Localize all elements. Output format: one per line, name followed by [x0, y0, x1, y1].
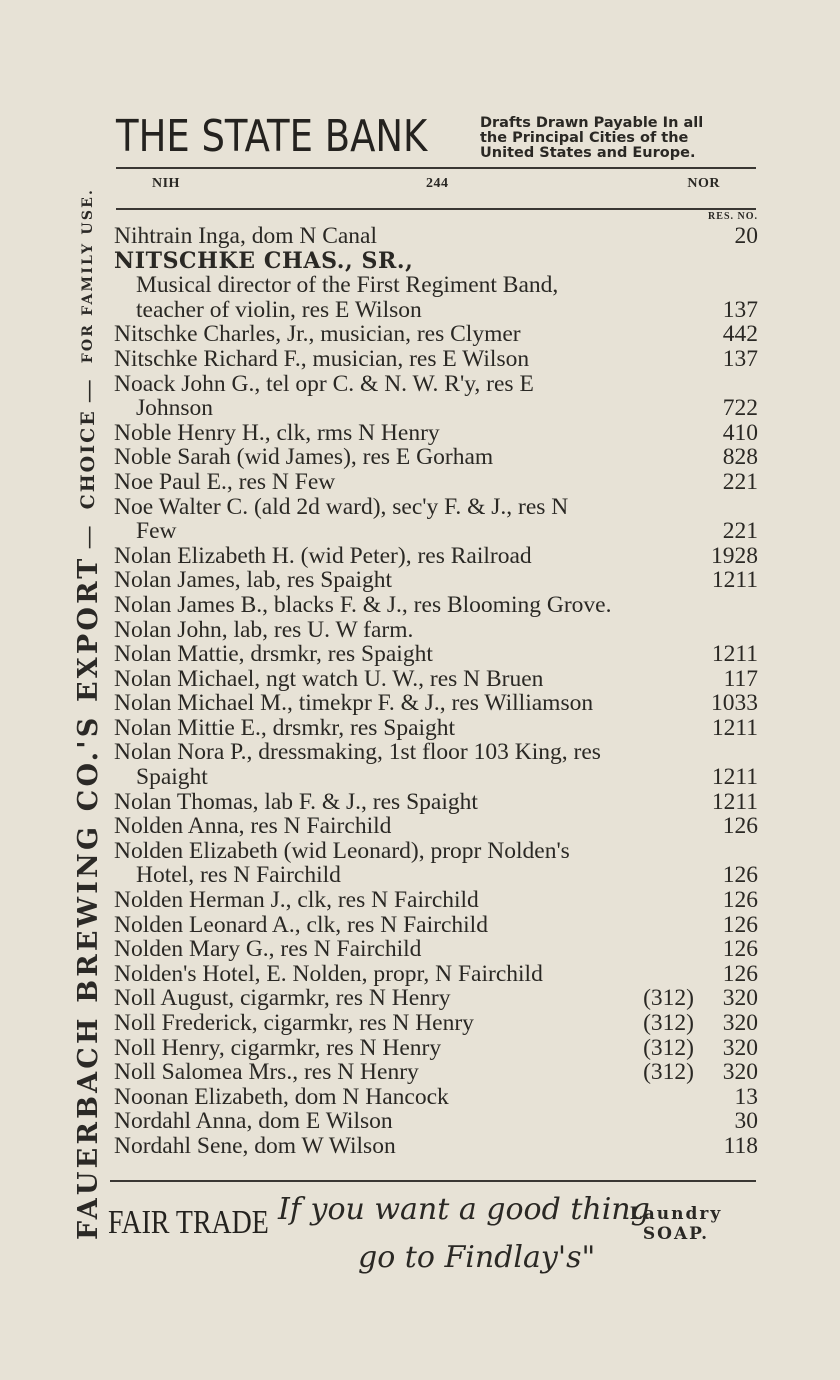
entry-res-number: 118	[723, 1132, 758, 1159]
entry-res-number: 320	[722, 1010, 758, 1036]
entry-name-line	[114, 1085, 758, 1110]
entry-name-line	[114, 544, 758, 569]
entry-res-number: 126	[722, 936, 758, 963]
script-slogan-line-1: If you want a good thing	[278, 1192, 650, 1227]
entry-res-number: 126	[722, 911, 758, 938]
directory-entry	[114, 937, 758, 962]
entry-text: NITSCHKE CHAS., SR.,	[114, 247, 414, 274]
entry-text: Nordahl Anna, dom E Wilson	[114, 1108, 393, 1135]
entry-text: Few	[136, 518, 177, 545]
entry-text: Nolan James, lab, res Spaight	[114, 567, 393, 594]
directory-entry	[114, 372, 758, 421]
entry-name-line	[114, 372, 758, 397]
entry-continuation-line	[114, 863, 758, 888]
directory-entries	[114, 224, 758, 1159]
entry-res-number: 30	[734, 1108, 758, 1135]
soap-line: SOAP.	[642, 1224, 710, 1244]
entry-name-line	[114, 888, 758, 913]
entry-phone-number: (312)	[643, 985, 694, 1012]
entry-text: Nihtrain Inga, dom N Canal	[114, 223, 378, 249]
fair-trade-text: FAIR TRADE	[108, 1204, 269, 1241]
entry-text: Nolden Leonard A., clk, res N Fairchild	[114, 911, 488, 938]
entry-res-number: 126	[722, 887, 758, 914]
directory-entry	[114, 568, 758, 593]
entry-text: Nolden Herman J., clk, res N Fairchild	[114, 887, 479, 914]
directory-entry	[114, 716, 758, 741]
entry-res-number: 320	[722, 1034, 758, 1061]
bank-subtitle	[480, 116, 760, 161]
bank-subtitle-line: Drafts Drawn Payable In all	[480, 115, 704, 131]
directory-entry	[114, 913, 758, 938]
entry-res-number: 722	[722, 395, 758, 422]
entry-res-number: 221	[722, 468, 758, 495]
entry-res-number: 117	[723, 665, 758, 692]
entry-text: Noe Walter C. (ald 2d ward), sec'y F. & J., res N	[114, 493, 569, 520]
entry-name-line	[114, 642, 758, 667]
entry-res-number: 1211	[711, 567, 758, 594]
directory-entry	[114, 1109, 758, 1134]
entry-name-line	[114, 716, 758, 741]
entry-phone-number: (312)	[643, 1059, 694, 1086]
entry-name-line	[114, 790, 758, 815]
entry-res-number: 1211	[711, 764, 758, 791]
entry-res-number: 442	[722, 321, 758, 348]
directory-entry	[114, 495, 758, 544]
directory-entry	[114, 224, 758, 249]
entry-text: Nitschke Richard F., musician, res E Wilson	[114, 345, 530, 372]
entry-res-number: 1211	[711, 714, 758, 741]
entry-text: Spaight	[136, 764, 208, 791]
directory-entry	[114, 421, 758, 446]
entry-name-line	[114, 568, 758, 593]
entry-name-line	[114, 962, 758, 987]
entry-res-number: 20	[734, 223, 758, 249]
entry-name-line	[114, 839, 758, 864]
entry-text: teacher of violin, res E Wilson	[136, 296, 422, 323]
entry-res-number: 1033	[711, 690, 758, 717]
entry-name-line	[114, 667, 758, 692]
entry-continuation-line	[114, 273, 758, 298]
entry-text: Noble Henry H., clk, rms N Henry	[114, 419, 440, 446]
entry-res-number: 221	[722, 518, 758, 545]
running-head	[116, 176, 756, 198]
directory-entry	[114, 1134, 758, 1159]
header-rule	[116, 167, 756, 169]
directory-entry	[114, 1085, 758, 1110]
directory-entry	[114, 1011, 758, 1036]
entry-res-number: 320	[722, 985, 758, 1012]
entry-phone-number: (312)	[643, 1010, 694, 1036]
entry-text: Musical director of the First Regiment Band,	[136, 272, 559, 299]
directory-entry	[114, 445, 758, 470]
entry-res-number: 126	[722, 813, 758, 840]
entry-text: Nolden's Hotel, E. Nolden, propr, N Fairchild	[114, 960, 543, 987]
entry-text: Nolan John, lab, res U. W farm.	[114, 616, 414, 643]
directory-entry	[114, 322, 758, 347]
entry-text: Noll Henry, cigarmkr, res N Henry	[114, 1034, 442, 1061]
directory-entry	[114, 1036, 758, 1061]
bank-advertisement	[116, 112, 756, 168]
entry-name-line	[114, 814, 758, 839]
entry-res-number: 1211	[711, 788, 758, 815]
directory-entry	[114, 1060, 758, 1085]
entry-name-line	[114, 1109, 758, 1134]
entry-text: Nolan Michael, ngt watch U. W., res N Bruen	[114, 665, 544, 692]
entry-res-number: 1211	[711, 641, 758, 668]
side-ad-dash-2: —	[74, 379, 102, 404]
entry-text: Nolan Mittie E., drsmkr, res Spaight	[114, 714, 456, 741]
directory-entry	[114, 249, 758, 323]
entry-name-line	[114, 618, 758, 643]
entry-name-line	[114, 249, 758, 274]
directory-entry	[114, 544, 758, 569]
entry-continuation-line	[114, 519, 758, 544]
page-number: 244	[426, 176, 449, 191]
entry-name-line	[114, 322, 758, 347]
directory-entry	[114, 691, 758, 716]
directory-entry	[114, 642, 758, 667]
entry-res-number: 13	[734, 1083, 758, 1110]
bank-subtitle-line: United States and Europe.	[480, 145, 696, 161]
entry-name-line	[114, 740, 758, 765]
entry-text: Johnson	[136, 395, 214, 422]
side-ad-choice: CHOICE	[77, 409, 99, 510]
entry-name-line	[114, 937, 758, 962]
directory-entry	[114, 962, 758, 987]
entry-text: Hotel, res N Fairchild	[136, 862, 341, 889]
directory-entry	[114, 593, 758, 618]
entry-res-number: 126	[722, 862, 758, 889]
laundry-soap-text	[596, 1204, 756, 1244]
entry-name-line	[114, 421, 758, 446]
entry-name-line	[114, 445, 758, 470]
entry-text: Nolan Nora P., dressmaking, 1st floor 103 King, res	[114, 739, 601, 766]
entry-name-line	[114, 347, 758, 372]
entry-res-number: 320	[722, 1059, 758, 1086]
entry-text: Nolan Mattie, drsmkr, res Spaight	[114, 641, 433, 668]
bank-title: THE STATE BANK	[116, 111, 428, 162]
entry-name-line	[114, 913, 758, 938]
entry-text: Noll Salomea Mrs., res N Henry	[114, 1059, 419, 1086]
entry-res-number: 1928	[711, 542, 758, 569]
entry-phone-number: (312)	[643, 1034, 694, 1061]
entry-res-number: 137	[722, 345, 758, 372]
entry-res-number: 137	[722, 296, 758, 323]
entry-text: Nolan James B., blacks F. & J., res Blooming Grove.	[114, 591, 612, 618]
directory-entry	[114, 888, 758, 913]
bank-subtitle-line: the Principal Cities of the	[480, 130, 689, 146]
entry-name-line	[114, 495, 758, 520]
column-header-res-no: RES. NO.	[708, 211, 758, 222]
entry-text: Noble Sarah (wid James), res E Gorham	[114, 444, 494, 471]
entry-continuation-line	[114, 298, 758, 323]
entry-continuation-line	[114, 396, 758, 421]
footer-advertisement	[108, 1184, 758, 1294]
directory-entry	[114, 740, 758, 789]
laundry-line: Laundry	[629, 1204, 723, 1224]
entry-name-line	[114, 470, 758, 495]
entry-name-line	[114, 1036, 758, 1061]
entry-text: Noack John G., tel opr C. & N. W. R'y, res E	[114, 370, 534, 397]
entry-res-number: 126	[722, 960, 758, 987]
entry-text: Nitschke Charles, Jr., musician, res Clymer	[114, 321, 521, 348]
directory-entry	[114, 470, 758, 495]
entry-text: Noe Paul E., res N Few	[114, 468, 336, 495]
entry-res-number: 410	[722, 419, 758, 446]
side-ad-dash: —	[74, 525, 102, 550]
running-head-rule	[116, 208, 756, 210]
footer-rule	[110, 1180, 756, 1182]
directory-entry	[114, 814, 758, 839]
directory-entry	[114, 667, 758, 692]
entry-text: Noll August, cigarmkr, res N Henry	[114, 985, 451, 1012]
entry-text: Nolan Michael M., timekpr F. & J., res Williamson	[114, 690, 594, 717]
entry-text: Nolden Anna, res N Fairchild	[114, 813, 392, 840]
directory-entry	[114, 347, 758, 372]
directory-entry	[114, 790, 758, 815]
directory-entry	[114, 839, 758, 888]
entry-name-line	[114, 224, 758, 249]
running-head-left: NIH	[152, 176, 180, 191]
directory-entry	[114, 618, 758, 643]
entry-text: Noll Frederick, cigarmkr, res N Henry	[114, 1010, 474, 1036]
side-ad-brewery: FAUERBACH BREWING CO.'S EXPORT	[72, 555, 104, 1240]
script-slogan-line-2: go to Findlay's"	[358, 1240, 596, 1275]
entry-text: Nolden Elizabeth (wid Leonard), propr Nolden's	[114, 837, 570, 864]
entry-text: Nolan Elizabeth H. (wid Peter), res Railroad	[114, 542, 532, 569]
entry-text: Nordahl Sene, dom W Wilson	[114, 1132, 396, 1159]
side-advertisement	[68, 120, 108, 1240]
entry-text: Noonan Elizabeth, dom N Hancock	[114, 1083, 449, 1110]
entry-text: Nolden Mary G., res N Fairchild	[114, 936, 422, 963]
entry-name-line	[114, 1011, 758, 1036]
entry-name-line	[114, 691, 758, 716]
entry-name-line	[114, 1134, 758, 1159]
entry-continuation-line	[114, 765, 758, 790]
entry-name-line	[114, 986, 758, 1011]
entry-name-line	[114, 593, 758, 618]
entry-res-number: 828	[722, 444, 758, 471]
running-head-right: NOR	[687, 176, 720, 191]
directory-entry	[114, 986, 758, 1011]
side-ad-family-use: FOR FAMILY USE.	[80, 187, 96, 364]
entry-text: Nolan Thomas, lab F. & J., res Spaight	[114, 788, 478, 815]
entry-name-line	[114, 1060, 758, 1085]
